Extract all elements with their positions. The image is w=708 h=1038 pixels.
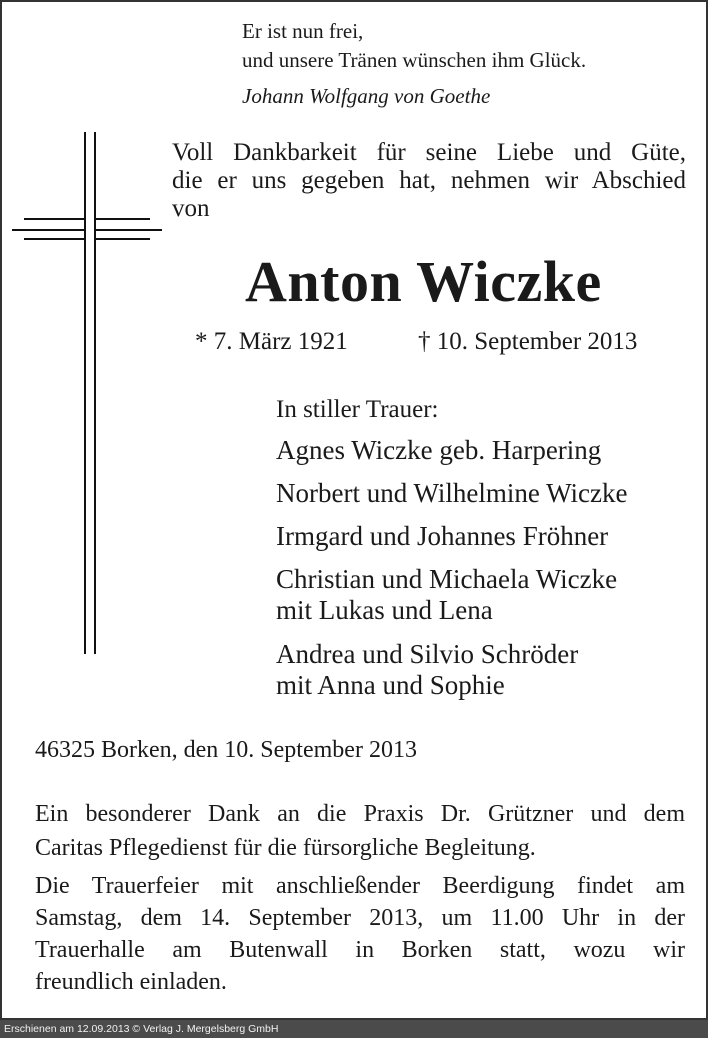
funeral-line-1: Die Trauerfeier mit anschließender Beerdigung findet am: [35, 873, 685, 899]
mourner-line: Christian und Michaela Wiczke: [276, 564, 618, 594]
intro-line-2: die er uns gegeben hat, nehmen wir Abschied: [172, 167, 686, 194]
mourner-line: mit Lukas und Lena: [276, 595, 493, 625]
quote-author: Johann Wolfgang von Goethe: [242, 84, 491, 108]
quote-line-2: und unsere Tränen wünschen ihm Glück.: [242, 48, 587, 72]
deceased-name: Anton Wiczke: [245, 249, 602, 314]
mourner-line: Andrea und Silvio Schröder: [276, 639, 579, 669]
thanks-line-1: Ein besonderer Dank an die Praxis Dr. Grützner und dem: [35, 801, 685, 827]
intro-line-1: Voll Dankbarkeit für seine Liebe und Güte,: [172, 139, 686, 166]
mourner-line: Irmgard und Johannes Fröhner: [276, 521, 609, 551]
place-date: 46325 Borken, den 10. September 2013: [35, 737, 417, 763]
funeral-line-2: Samstag, dem 14. September 2013, um 11.00 Uhr in der: [35, 905, 685, 931]
funeral-line-4: freundlich einladen.: [35, 969, 227, 995]
mourner-line: mit Anna und Sophie: [276, 670, 505, 700]
mourner-line: Agnes Wiczke geb. Harpering: [276, 435, 602, 465]
mourners-heading: In stiller Trauer:: [276, 396, 439, 423]
mourner-line: Norbert und Wilhelmine Wiczke: [276, 478, 628, 508]
death-date: † 10. September 2013: [418, 328, 638, 355]
quote-line-1: Er ist nun frei,: [242, 19, 364, 43]
funeral-line-3: Trauerhalle am Butenwall in Borken statt, wozu wir: [35, 937, 685, 963]
publication-footer: Erschienen am 12.09.2013 © Verlag J. Mergelsberg GmbH: [0, 1020, 708, 1038]
birth-date: * 7. März 1921: [195, 328, 348, 355]
thanks-line-2: Caritas Pflegedienst für die fürsorgliche Begleitung.: [35, 835, 536, 861]
intro-line-3: von: [172, 195, 210, 222]
